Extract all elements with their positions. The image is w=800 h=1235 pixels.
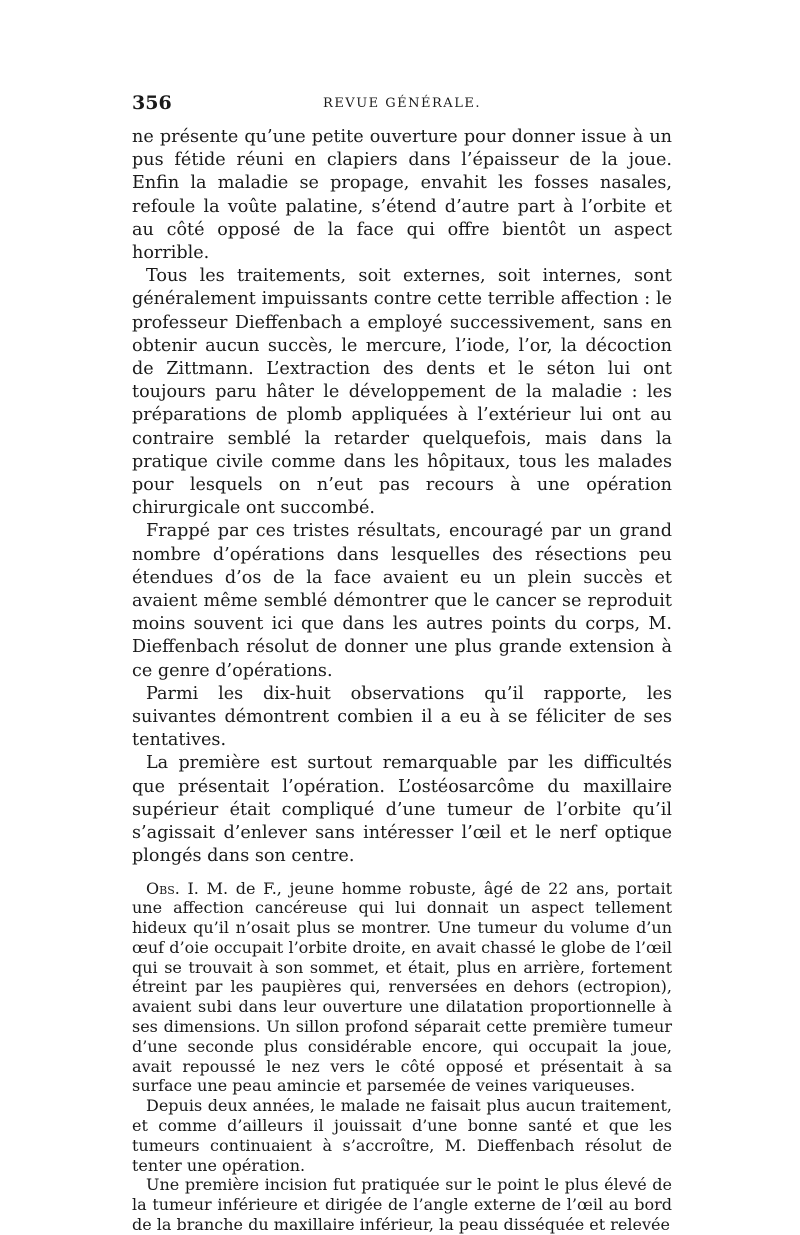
paragraph-treatments: Tous les traitements, soit externes, soit internes, sont généralement impuissants contre cette terrible affection : le professeur Dieffenbach a employé successivement, sans en obtenir aucun succès, le mercure, l’iode, l’or, la décoction de Zittmann. L’extraction des dents et le séton lui ont toujours paru hâter le développement de la maladie : les préparations de plomb appliquées à l’extérieur lui ont au contraire semblé la retarder quelquefois, mais dans la pratique civile comme dans les hôpitaux, tous les malades pour lesquels on n’eut pas recours à une opération chirurgicale ont succombé. [132, 266, 672, 519]
observation-continuation-2: Une première incision fut pratiquée sur le point le plus élevé de la tumeur inférieure et dirigée de l’angle externe de l’œil au bord de la branche du maxillaire inférieur, la peau disséquée et relevée [132, 1175, 672, 1235]
section-gap [132, 869, 672, 879]
observation-continuation-1: Depuis deux années, le malade ne faisait plus aucun traitement, et comme d’ailleurs il jouissait d’une bonne santé et que les tumeurs continuaient à s’accroître, M. Dieffenbach résolut de tenter une opération. [132, 1096, 672, 1175]
paragraph-first-case: La première est surtout remarquable par les difficultés que présentait l’opération. L’ostéosarcôme du maxillaire supérieur était compliqué d’une tumeur de l’orbite qu’il s’agissait d’enlever sans intéresser l’œil et le nerf optique plongés dans son centre. [132, 753, 672, 867]
observation-label: Obs. I. [146, 878, 199, 898]
observation-text: M. de F., jeune homme robuste, âgé de 22 ans, portait une affection cancéreuse qui lui donnait un aspect tellement hideux qu’il n’osait plus se montrer. Une tumeur du volume d’un œuf d’oie occupait l’orbite droite, en avait chassé le globe de l’œil qui se trouvait à son sommet, et était, plus en arrière, fortement étreint par les paupières qui, renversées en dehors (ectropion), avaient subi dans leur ouverture une dilatation proportionnelle à ses dimensions. Un sillon profond séparait cette première tumeur d’une seconde plus considérable encore, qui occupait la joue, avait repoussé le nez vers le côté opposé et présentait à sa surface une peau amincie et parsemée de veines variqueuses. [132, 878, 672, 1096]
page-header [132, 92, 672, 122]
paragraph-observations-intro: Parmi les dix-huit observations qu’il rapporte, les suivantes démontrent combien il a eu à se féliciter de ses tentatives. [132, 683, 672, 751]
paragraph-continuation: ne présente qu’une petite ouverture pour donner issue à un pus fétide réuni en clapiers dans l’épaisseur de la joue. Enfin la maladie se propage, envahit les fosses nasales, refoule la voûte palatine, s’étend d’autre part à l’orbite et au côté opposé de la face qui offre bientôt un aspect horrible. [132, 127, 672, 264]
paragraph-results: Frappé par ces tristes résultats, encouragé par un grand nombre d’opérations dans lesquelles des résections peu étendues d’os de la face avaient eu un plein succès et avaient même semblé démontrer que le cancer se reproduit moins souvent ici que dans les autres points du corps, M. Dieffenbach résolut de donner une plus grande extension à ce genre d’opérations. [132, 521, 672, 681]
running-head: REVUE GÉNÉRALE. [323, 96, 481, 111]
book-page [132, 92, 672, 1235]
observation-paragraph [132, 879, 672, 1097]
page-number: 356 [132, 92, 172, 114]
